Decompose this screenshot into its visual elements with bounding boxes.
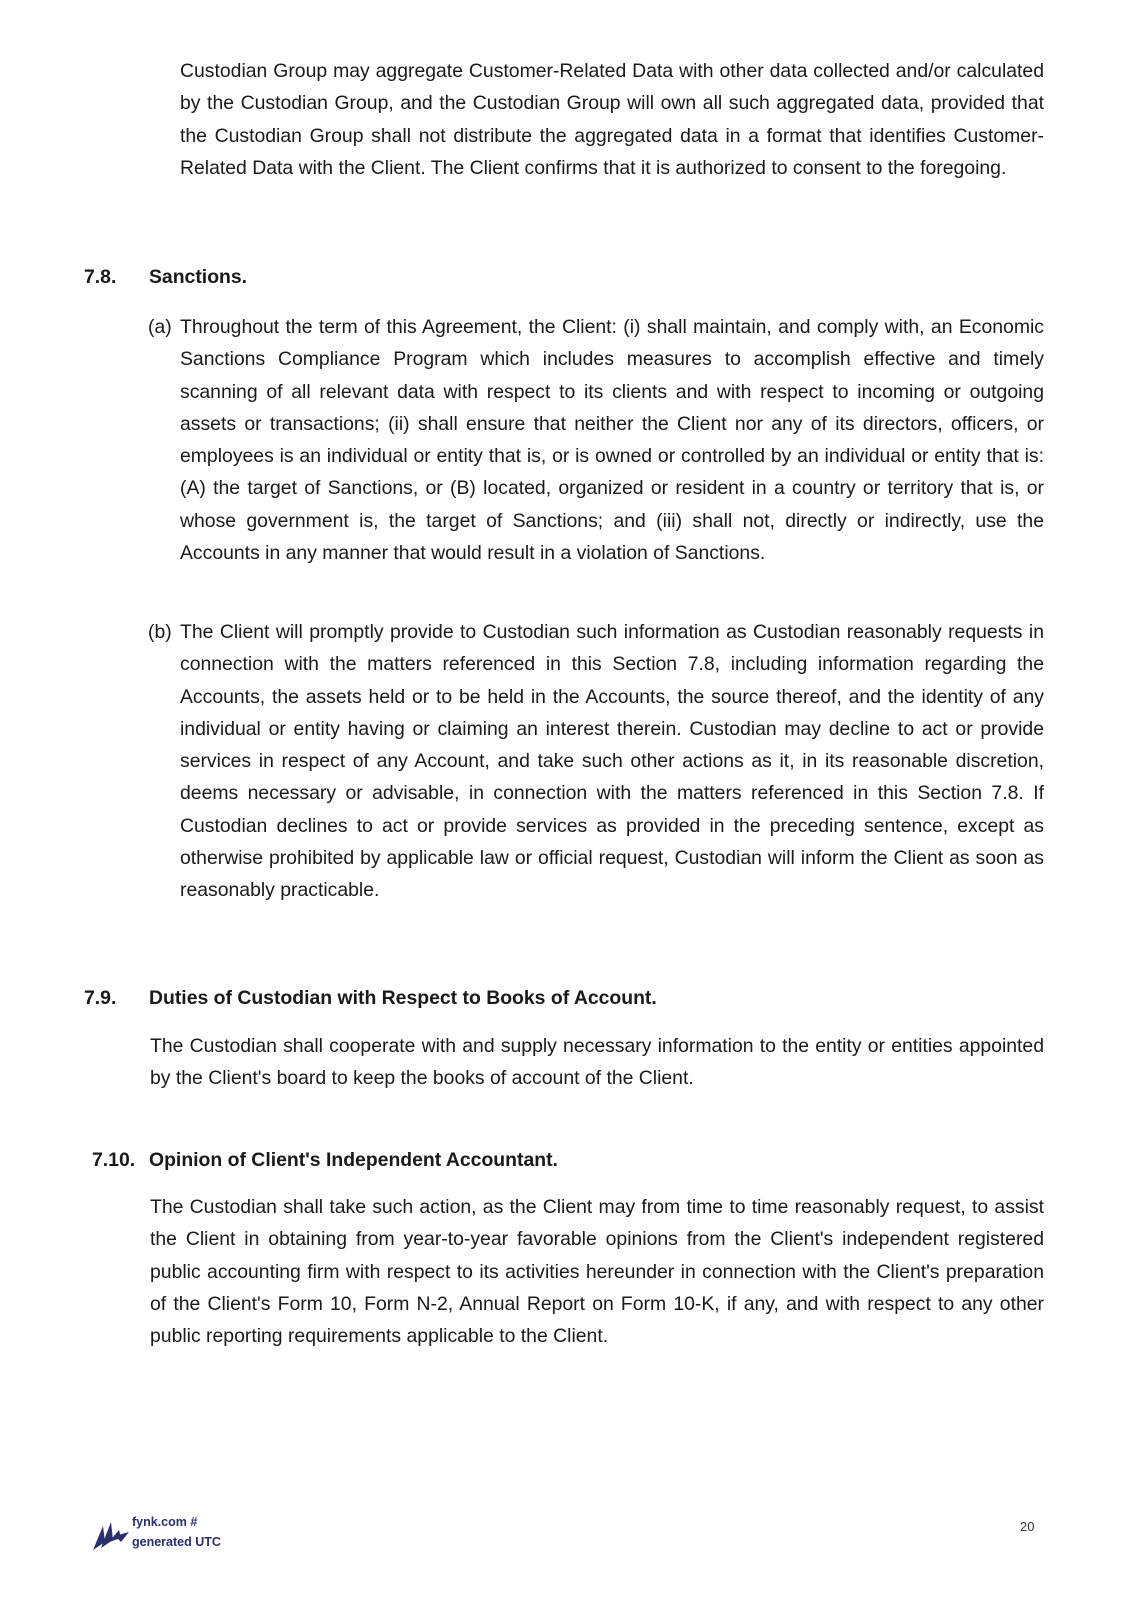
section-7-10-paragraph: The Custodian shall take such action, as the Client may from time to time reasonably request, to assist the Client in obtaining from year-to-year favorable opinions from the Client's independent registered public accounting firm with respect to its activities hereunder in connection with the Client's preparation of the Client's Form 10, Form N-2, Annual Report on Form 10-K, if any, and with respect to any other public reporting requirements applicable to the Client. xyxy=(150,1196,1044,1348)
section-title: Sanctions. xyxy=(149,266,248,288)
item-text: The Client will promptly provide to Custodian such information as Custodian reasonably requests in connection with the matters referenced in this Section 7.8, including information regarding the Accounts, the assets held or to be held in the Accounts, the source thereof, and the identity of any individual or entity having or claiming an interest therein. Custodian may decline to act or provide services in respect of any Account, and take such other actions as it, in its reasonable discretion, deems necessary or advisable, in connection with the matters referenced in this Section 7.8. If Custodian declines to act or provide services as provided in the preceding sentence, except as otherwise prohibited by applicable law or official request, Custodian will inform the Client as soon as reasonably practicable. xyxy=(180,621,1044,902)
section-title: Duties of Custodian with Respect to Books of Account. xyxy=(149,987,657,1009)
item-text: Throughout the term of this Agreement, the Client: (i) shall maintain, and comply with, an Economic Sanctions Compliance Program which includes measures to accomplish effective and timely scanning of all relevant data with respect to its clients and with respect to incoming or outgoing assets or transactions; (ii) shall ensure that neither the Client nor any of its directors, officers, or employees is an individual or entity that is, or is owned or controlled by an individual or entity that is: (A) the target of Sanctions, or (B) located, organized or resident in a country or territory that is, or whose government is, the target of Sanctions; and (iii) shall not, directly or indirectly, use the Accounts in any manner that would result in a violation of Sanctions. xyxy=(180,316,1044,565)
footer-line-2: generated UTC xyxy=(132,1535,221,1549)
section-number: 7.10. xyxy=(92,1149,136,1171)
page-number: 20 xyxy=(1020,1519,1035,1534)
footer-text xyxy=(132,1512,221,1552)
intro-paragraph: Custodian Group may aggregate Customer-Related Data with other data collected and/or calculated by the Custodian Group, and the Custodian Group will own all such aggregated data, provided that the Custodian Group shall not distribute the aggregated data in a format that identifies Customer-Related Data with the Client. The Client confirms that it is authorized to consent to the foregoing. xyxy=(180,60,1044,179)
section-number: 7.9. xyxy=(84,987,117,1009)
section-number: 7.8. xyxy=(84,266,117,288)
footer-line-1: fynk.com # xyxy=(132,1515,198,1529)
section-title: Opinion of Client's Independent Accountant. xyxy=(149,1149,558,1171)
item-label: (b) xyxy=(148,621,172,643)
section-7-9-paragraph: The Custodian shall cooperate with and supply necessary information to the entity or entities appointed by the Client's board to keep the books of account of the Client. xyxy=(150,1035,1044,1090)
fynk-logo-icon xyxy=(89,1512,137,1552)
item-label: (a) xyxy=(148,316,172,338)
